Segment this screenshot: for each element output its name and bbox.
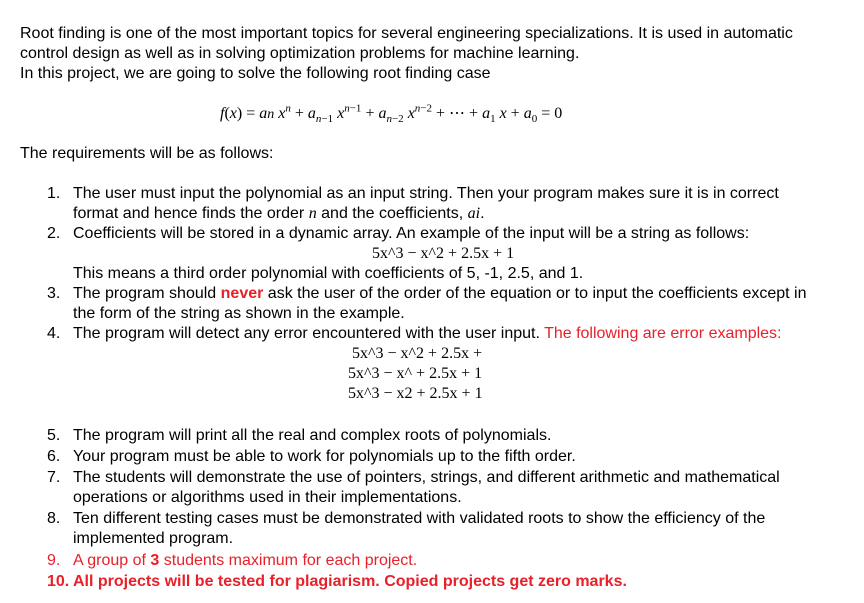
error-example-3: 5x^3 − x2 + 2.5x + 1 [348, 385, 483, 402]
item-9-bold: 3 [150, 552, 160, 569]
item-1-number: 1. [47, 185, 61, 202]
item-8-number: 8. [47, 510, 61, 527]
item-3-number: 3. [47, 285, 61, 302]
item-6-line-1: Your program must be able to work for polynomials up to the fifth order. [73, 448, 576, 465]
item-7-number: 7. [47, 469, 61, 486]
item-3-text-a: The program should [73, 285, 221, 302]
item-10-number: 10. [47, 573, 70, 590]
item-3-line-1 [73, 284, 807, 304]
var-ai: ai [467, 205, 481, 222]
item-4-line-1 [73, 324, 782, 344]
item-8-line-2: implemented program. [73, 530, 234, 547]
item-5-number: 5. [47, 427, 61, 444]
item-7-line-1: The students will demonstrate the use of pointers, strings, and different arithmetic and mathematical [73, 469, 780, 486]
item-8-line-1: Ten different testing cases must be demonstrated with validated roots to show the efficiency of the [73, 510, 766, 527]
intro-line-2: control design as well as in solving optimization problems for machine learning. [20, 45, 580, 62]
polynomial-equation: f(x) = an $x^n + a_{n-1}$ $x^{n-1} + a_{n-2}$ $x^{n-2}$ + ⋯ + $a_1$ $x + a_0 = 0$ [220, 102, 563, 126]
item-4-number: 4. [47, 325, 61, 342]
item-9-text-b: students maximum for each project. [159, 552, 418, 569]
item-1-line-1: The user must input the polynomial as an input string. Then your program makes sure it is in correct [73, 185, 779, 202]
item-9-text-a: A group of [73, 552, 151, 569]
item-1-line-2 [73, 204, 485, 224]
requirements-heading: The requirements will be as follows: [20, 145, 274, 162]
item-2-number: 2. [47, 225, 61, 242]
item-5-line-1: The program will print all the real and complex roots of polynomials. [73, 427, 552, 444]
item-9-number: 9. [47, 552, 61, 569]
item-9-line-1 [73, 551, 417, 571]
item-4-text-a: The program will detect any error encountered with the user input. [73, 325, 545, 342]
error-example-1: 5x^3 − x^2 + 2.5x + [352, 345, 483, 362]
item-6-number: 6. [47, 448, 61, 465]
item-3-line-2: the form of the string as shown in the example. [73, 305, 405, 322]
item-4-error-heading: The following are error examples: [544, 325, 782, 342]
item-1-text-a: format and hence finds the order [73, 205, 309, 222]
error-example-2: 5x^3 − x^ + 2.5x + 1 [348, 365, 483, 382]
item-2-line-3: This means a third order polynomial with coefficients of 5, -1, 2.5, and 1. [73, 265, 584, 282]
item-2-line-1: Coefficients will be stored in a dynamic array. An example of the input will be a string as follows: [73, 225, 750, 242]
item-3-never: never [220, 285, 264, 302]
item-1-text-b: and the coefficients, [316, 205, 468, 222]
var-n: n [308, 205, 317, 222]
item-1-text-c: . [480, 205, 485, 222]
item-3-text-b: ask the user of the order of the equation or to input the coefficients except in [263, 285, 807, 302]
item-7-line-2: operations or algorithms used in their implementations. [73, 489, 462, 506]
intro-line-1: Root finding is one of the most important topics for several engineering specializations. It is used in automatic [20, 25, 793, 42]
intro-line-3: In this project, we are going to solve the following root finding case [20, 65, 491, 82]
item-10-line-1: All projects will be tested for plagiarism. Copied projects get zero marks. [73, 573, 627, 590]
item-2-example: 5x^3 − x^2 + 2.5x + 1 [372, 245, 515, 262]
